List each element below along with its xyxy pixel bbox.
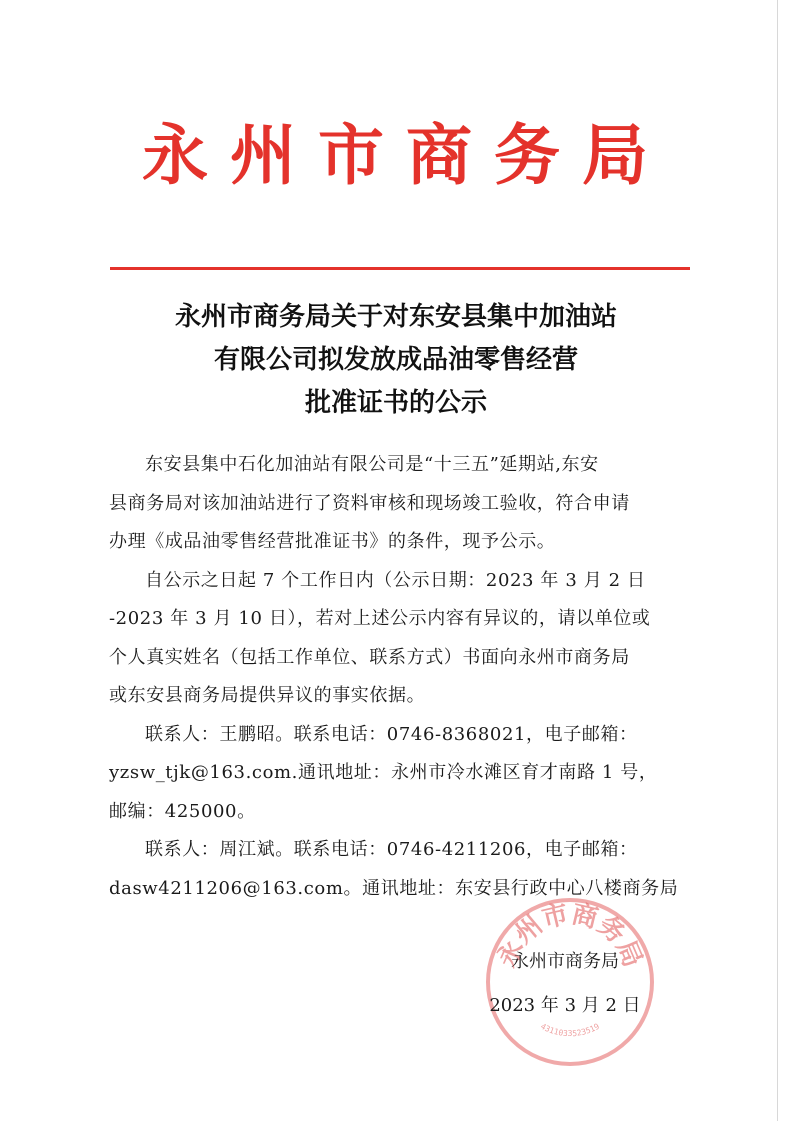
body-line: 个人真实姓名（包括工作单位、联系方式）书面向永州市商务局 [109, 646, 630, 668]
body-line: 东安县集中石化加油站有限公司是“十三五”延期站,东安 [145, 454, 599, 475]
body-line: 或东安县商务局提供异议的事实依据。 [109, 685, 426, 706]
seal-text: 永州市商务局 [492, 899, 648, 972]
issue-date: 2023 年 3 月 2 日 [489, 995, 641, 1016]
document-body [109, 446, 694, 908]
body-line: 联系人：周江斌。联系电话：0746-4211206，电子邮箱： [145, 839, 638, 860]
document-title-line: 批准证书的公示 [304, 388, 487, 418]
paragraph-intro [109, 446, 694, 562]
body-line: 联系人：王鹏昭。联系电话：0746-8368021，电子邮箱： [145, 723, 638, 745]
paragraph-contact-county [109, 831, 694, 908]
agency-letterhead-title: 永州市商务局 [142, 116, 670, 194]
body-line: 邮编：425000。 [109, 800, 256, 822]
seal-number: 4311033523519 [539, 1021, 601, 1039]
signature-block [480, 940, 650, 1028]
body-line: 县商务局对该加油站进行了资料审核和现场竣工验收，符合申请 [109, 492, 630, 514]
document-title [0, 296, 792, 425]
letterhead-red-rule [110, 267, 690, 270]
body-line: dasw4211206@163.com。通讯地址：东安县行政中心八楼商务局 [109, 877, 679, 899]
body-line: -2023 年 3 月 10 日），若对上述公示内容有异议的，请以单位或 [109, 608, 651, 629]
body-line: yzsw_tjk@163.com.通讯地址：永州市冷水滩区育才南路 1 号， [109, 762, 658, 783]
paragraph-contact-city [109, 716, 694, 832]
body-line: 办理《成品油零售经营批准证书》的条件，现予公示。 [109, 531, 556, 552]
issuer-name: 永州市商务局 [511, 951, 619, 972]
document-title-line: 永州市商务局关于对东安县集中加油站 [174, 302, 617, 332]
paragraph-objection-period [109, 562, 694, 716]
document-title-line: 有限公司拟发放成品油零售经营 [213, 345, 578, 375]
body-line: 自公示之日起 7 个工作日内（公示日期：2023 年 3 月 2 日 [145, 569, 646, 591]
